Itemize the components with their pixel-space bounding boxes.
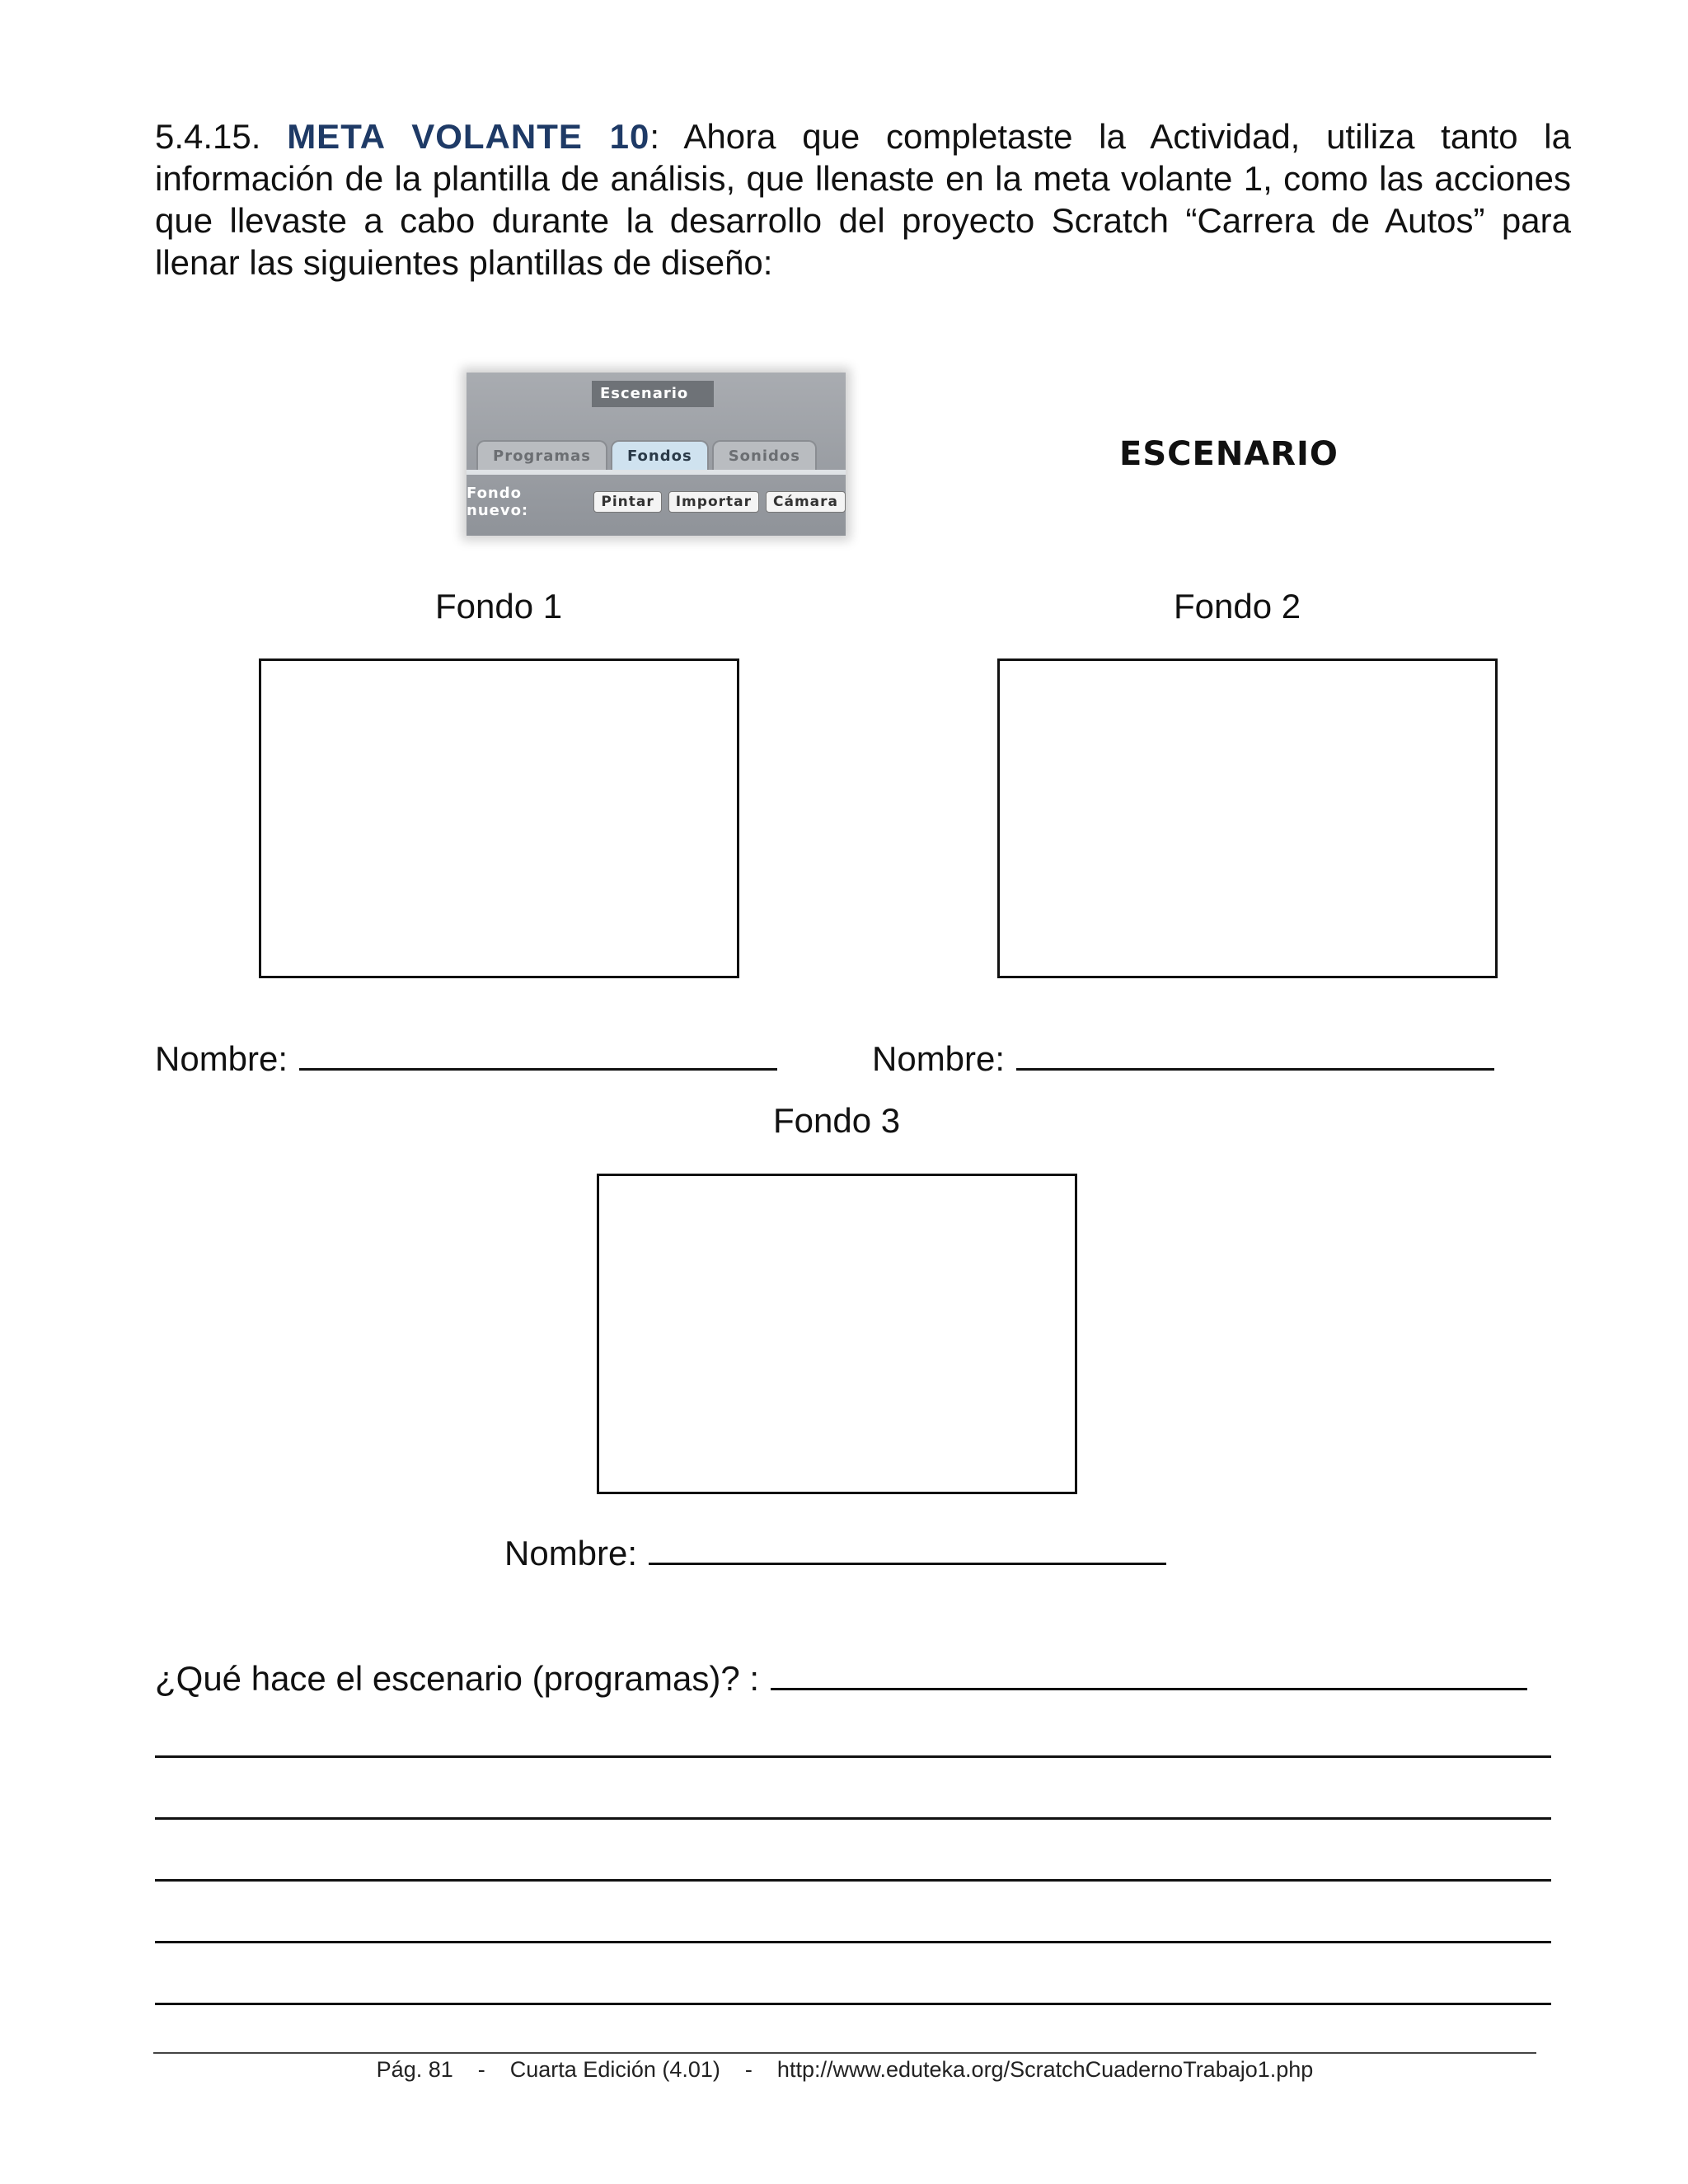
question-answer-line[interactable] — [771, 1655, 1527, 1690]
background-1-drawing-box[interactable] — [259, 658, 739, 978]
background-3-name-label: Nombre: — [504, 1534, 638, 1572]
tab-programas: Programas — [476, 440, 607, 471]
footer-url: http://www.eduteka.org/ScratchCuadernoTrabajo1.php — [776, 2057, 1314, 2082]
footer-edition: Cuarta Edición (4.01) — [509, 2057, 720, 2082]
new-background-label: Fondo nuevo: — [467, 485, 529, 519]
intro-paragraph — [155, 115, 1571, 284]
background-1-name-label: Nombre: — [155, 1039, 288, 1078]
background-1-name-line[interactable] — [299, 1038, 777, 1071]
background-1-name-field[interactable] — [155, 1038, 777, 1079]
answer-line-5[interactable] — [155, 2003, 1551, 2005]
section-number: 5.4.15. — [155, 117, 261, 156]
page-footer: Pág. 81 - Cuarta Edición (4.01) - http://www.eduteka.org/ScratchCuadernoTrabajo1.php — [376, 2057, 1314, 2082]
background-2-label: Fondo 2 — [1174, 587, 1301, 626]
stage-label: Escenario — [592, 381, 714, 407]
background-2-name-label: Nombre: — [872, 1039, 1006, 1078]
panel-tabs — [476, 440, 817, 470]
background-1-label: Fondo 1 — [435, 587, 563, 626]
scratch-stage-panel-image — [467, 373, 846, 536]
tab-underline — [467, 470, 846, 475]
answer-line-1[interactable] — [155, 1755, 1551, 1758]
footer-page: Pág. 81 — [376, 2057, 453, 2082]
answer-line-3[interactable] — [155, 1879, 1551, 1882]
stage-programs-question[interactable] — [155, 1655, 1527, 1699]
background-3-name-line[interactable] — [649, 1533, 1166, 1565]
background-3-label: Fondo 3 — [773, 1101, 901, 1140]
footer-rule — [153, 2052, 1536, 2054]
question-label: ¿Qué hace el escenario (programas)? : — [155, 1659, 760, 1698]
background-2-name-field[interactable] — [872, 1038, 1494, 1079]
answer-line-2[interactable] — [155, 1817, 1551, 1820]
camera-button: Cámara — [766, 491, 846, 513]
section-title: ESCENARIO — [1119, 435, 1339, 473]
background-2-name-line[interactable] — [1016, 1038, 1494, 1071]
intro-text: : Ahora que completaste la Actividad, utiliza tanto la información de la plantilla de análisis, que llenaste en la meta volante 1, como las acciones que llevaste a cabo durante la desarrollo del proyecto Scratch “Carrera de Autos” para llenar las siguientes plantillas de diseño: — [155, 117, 1571, 282]
tab-sonidos: Sonidos — [712, 440, 817, 471]
background-3-drawing-box[interactable] — [597, 1174, 1077, 1494]
activity-title: META VOLANTE 10 — [287, 117, 650, 156]
paint-button: Pintar — [593, 491, 661, 513]
background-3-name-field[interactable] — [504, 1533, 1166, 1573]
import-button: Importar — [668, 491, 759, 513]
background-2-drawing-box[interactable] — [997, 658, 1498, 978]
new-background-row — [467, 485, 846, 519]
tab-fondos: Fondos — [611, 440, 709, 471]
answer-line-4[interactable] — [155, 1941, 1551, 1943]
